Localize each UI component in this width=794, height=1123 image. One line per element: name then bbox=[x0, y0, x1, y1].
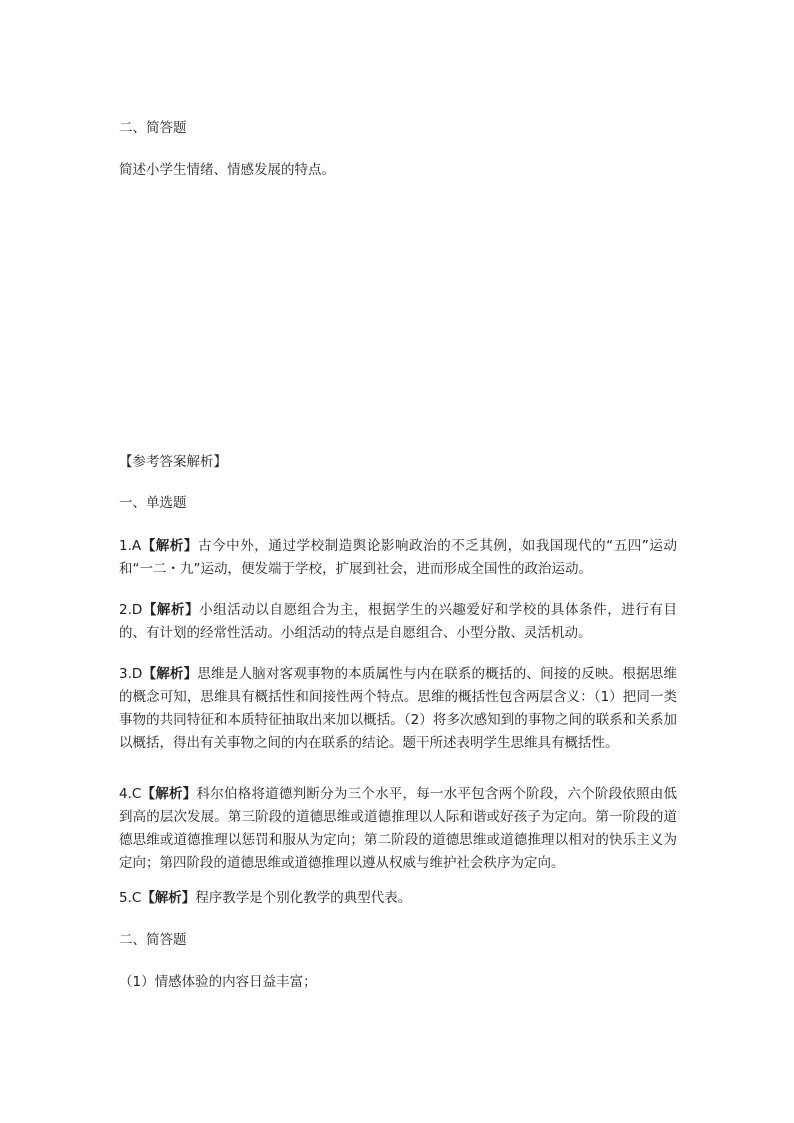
answer-item-4 bbox=[119, 783, 677, 875]
analysis-tag: 【解析】 bbox=[142, 602, 200, 618]
answer-text: 思维是人脑对客观事物的本质属性与内在联系的概括的、间接的反映。根据思维的概念可知，思维具有概括性和间接性两个特点。思维的概括性包含两层含义：（1）把同一类事物的共同特征和本质特征抽取出来加以概括。（2）将多次感知到的事物之间的联系和关系加以概括，得出有关事物之间的内在联系的结论。题干所述表明学生思维具有概括性。 bbox=[119, 666, 678, 751]
analysis-tag: 【解析】 bbox=[141, 890, 196, 906]
answer-text: 古今中外，通过学校制造舆论影响政治的不乏其例，如我国现代的“五四”运动和“一二・九”运动，便发端于学校，扩展到社会，进而形成全国性的政治运动。 bbox=[119, 538, 677, 577]
answer-text: 程序教学是个别化教学的典型代表。 bbox=[195, 890, 412, 906]
answer-text: 科尔伯格将道德判断分为三个水平，每一水平包含两个阶段，六个阶段依照由低到高的层次发展。第三阶段的道德思维或道德推理以人际和谐或好孩子为定向。第一阶段的道德思维或道德推理以惩罚和服从为定向；第二阶段的道德思维或道德推理以相对的快乐主义为定向；第四阶段的道德思维或道德推理以遵从权威与维护社会秩序为定向。 bbox=[119, 786, 678, 871]
answer-text: 小组活动以自愿组合为主，根据学生的兴趣爱好和学校的具体条件，进行有目的、有计划的经常性活动。小组活动的特点是自愿组合、小型分散、灵活机动。 bbox=[119, 602, 678, 641]
analysis-tag: 【解析】 bbox=[141, 786, 197, 802]
answers-title: 【参考答案解析】 bbox=[119, 454, 227, 470]
answer-label: 4.C bbox=[119, 786, 142, 802]
answer-label: 2.D bbox=[119, 602, 143, 618]
answer-item-3 bbox=[119, 663, 677, 755]
section-heading-short-answer: 二、简答题 bbox=[119, 120, 187, 136]
answer-label: 1.A bbox=[119, 538, 142, 554]
section-heading-short-answer-2: 二、简答题 bbox=[119, 932, 187, 948]
analysis-tag: 【解析】 bbox=[141, 538, 198, 554]
section-heading-single-choice: 一、单选题 bbox=[119, 495, 187, 511]
short-answer-point-1: （1）情感体验的内容日益丰富； bbox=[119, 974, 317, 990]
answer-item-5 bbox=[119, 887, 677, 910]
analysis-tag: 【解析】 bbox=[142, 666, 198, 682]
answer-label: 5.C bbox=[119, 890, 142, 906]
answer-item-1 bbox=[119, 535, 677, 581]
answer-item-2 bbox=[119, 599, 677, 645]
question-text: 简述小学生情绪、情感发展的特点。 bbox=[119, 162, 335, 178]
answer-label: 3.D bbox=[119, 666, 143, 682]
